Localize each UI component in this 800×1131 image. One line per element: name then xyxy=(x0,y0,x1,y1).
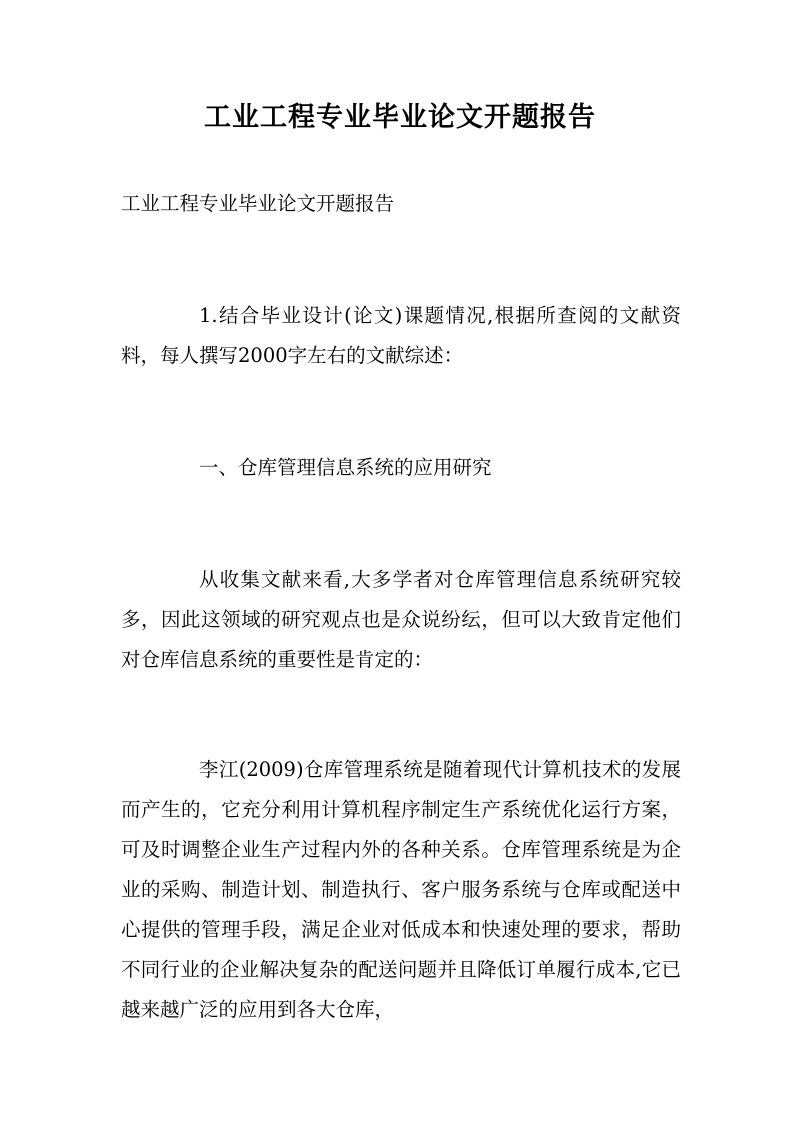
body-paragraph: 从收集文献来看,大多学者对仓库管理信息系统研究较多，因此这领域的研究观点也是众说纷纭，但可以大致肯定他们对仓库信息系统的重要性是肯定的： xyxy=(121,568,681,671)
section-heading: 一、仓库管理信息系统的应用研究 xyxy=(199,456,492,479)
subtitle-paragraph: 工业工程专业毕业论文开题报告 xyxy=(121,192,395,215)
body-paragraph: 李江(2009)仓库管理系统是随着现代计算机技术的发展而产生的，它充分利用计算机程序制定生产系统优化运行方案，可及时调整企业生产过程内外的各种关系。仓库管理系统是为企业的采购、制造计划、制造执行、客户服务系统与仓库或配送中心提供的管理手段，满足企业对低成本和快速处理的要求，帮助不同行业的企业解决复杂的配送问题并且降低订单履行成本,它已越来越广泛的应用到各大仓库， xyxy=(121,758,681,1021)
document-title: 工业工程专业毕业论文开题报告 xyxy=(204,102,596,133)
instruction-paragraph: 1.结合毕业设计(论文)课题情况,根据所查阅的文献资料，每人撰写2000字左右的文献综述： xyxy=(121,304,681,367)
